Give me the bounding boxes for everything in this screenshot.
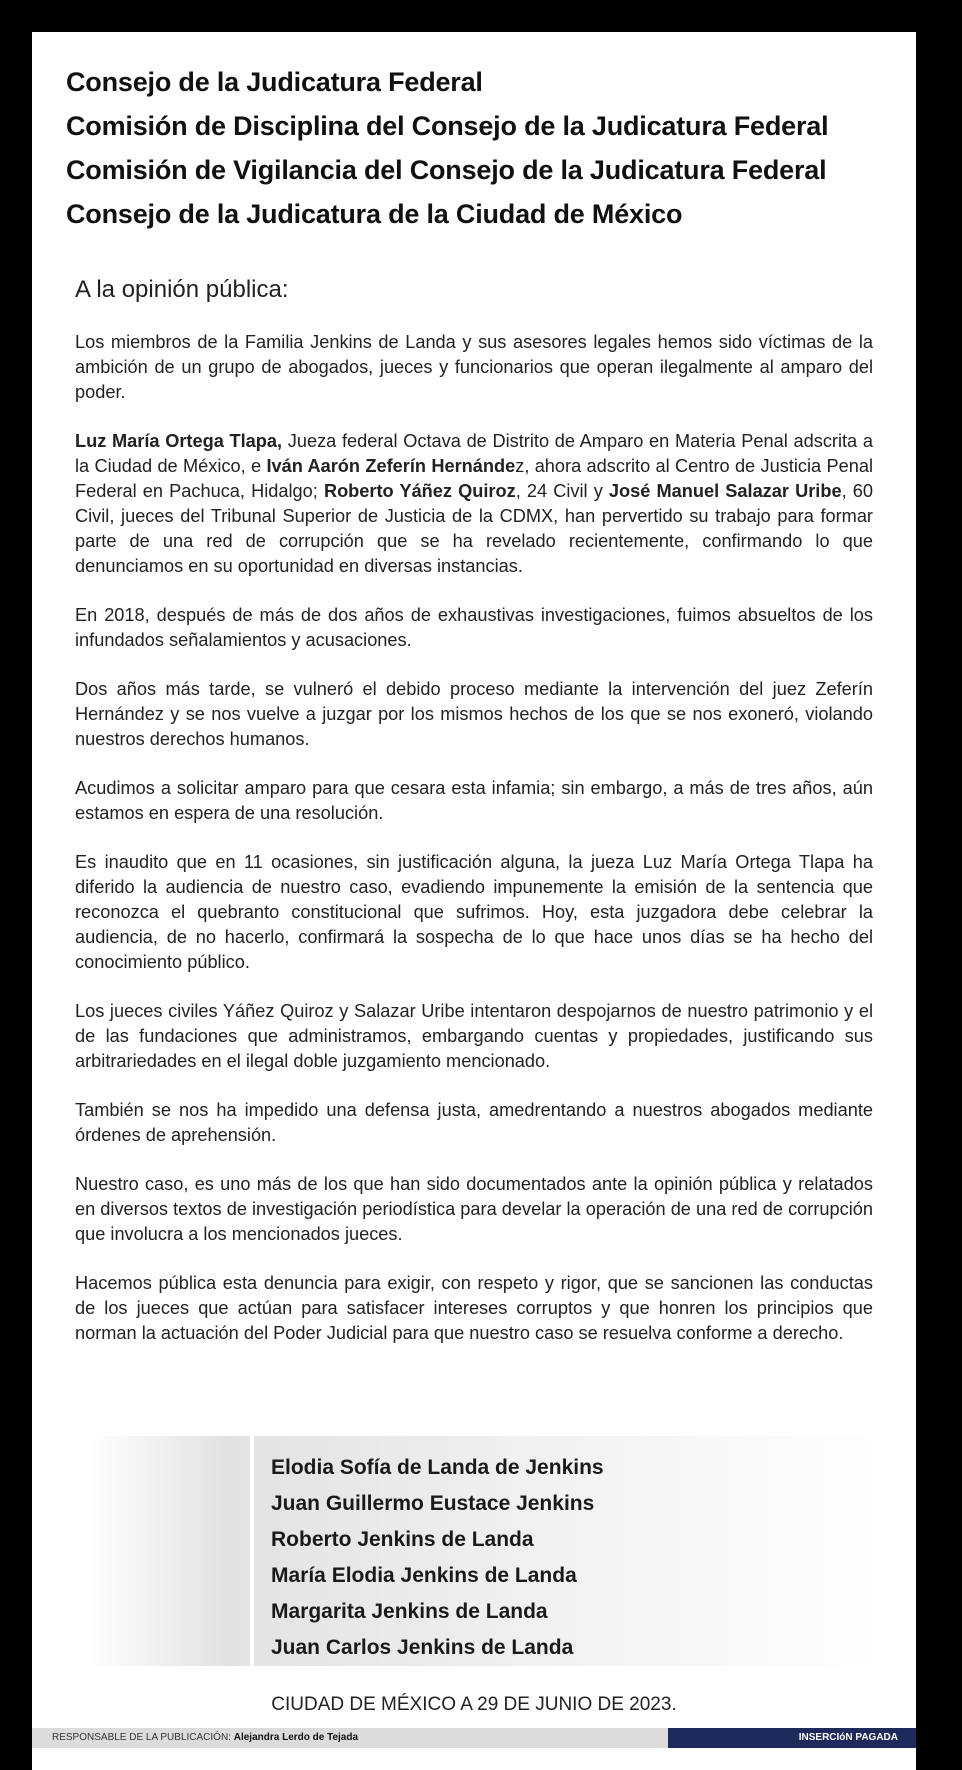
signature-block — [90, 1436, 880, 1666]
addressee-line: Consejo de la Judicatura Federal — [66, 67, 483, 97]
signatory-name: Roberto Jenkins de Landa — [271, 1528, 534, 1551]
addressee-line: Comisión de Vigilancia del Consejo de la Judicatura Federal — [66, 155, 827, 185]
paragraph: En 2018, después de más de dos años de exhaustivas investigaciones, fuimos absueltos de los infundados señalamientos y acusaciones. — [75, 605, 873, 650]
paragraph: Nuestro caso, es uno más de los que han sido documentados ante la opinión pública y relatados en diversos textos de investigación periodística para develar la operación de una red de corrupción que involucra a los mencionados jueces. — [75, 1174, 873, 1244]
paragraph-text: , 24 Civil y — [515, 481, 609, 501]
letter-body — [75, 330, 873, 1370]
paragraph-text: , 60 Civil, jueces del Tribunal Superior de Justicia de la CDMX, han pervertido su trabajo para formar parte de una red de corrupción que se ha revelado recientemente, confirmando lo que denunciamos en su oportunidad en diversas instancias. — [75, 481, 873, 576]
paid-insertion-badge: INSERCIóN PAGADA — [668, 1728, 916, 1748]
responsible-credit — [52, 1732, 358, 1743]
judge-name: José Manuel Salazar Uribe — [608, 481, 842, 501]
salutation: A la opinión pública: — [75, 276, 289, 303]
paragraph: Dos años más tarde, se vulneró el debido proceso mediante la intervención del juez Zeferín Hernández y se nos vuelve a juzgar por los mismos hechos de los que se nos exoneró, violando nuestros derechos humanos. — [75, 679, 873, 749]
responsible-name: Alejandra Lerdo de Tejada — [233, 1732, 359, 1743]
paragraph-judges — [75, 429, 873, 579]
addressee-line: Consejo de la Judicatura de la Ciudad de México — [66, 199, 683, 229]
judge-name: Luz María Ortega Tlapa, — [75, 431, 283, 451]
paragraph: Los miembros de la Familia Jenkins de Landa y sus asesores legales hemos sido víctimas de la ambición de un grupo de abogados, jueces y funcionarios que operan ilegalmente al amparo del poder. — [75, 332, 873, 402]
signatory-name: Elodia Sofía de Landa de Jenkins — [271, 1456, 604, 1479]
signatory-name: Juan Guillermo Eustace Jenkins — [271, 1492, 595, 1515]
paragraph-text: Jueza federal Octava de Distrito de Amparo en Materia Penal adscrita a la Ciudad de México, e — [75, 431, 873, 476]
signatory-name: Juan Carlos Jenkins de Landa — [271, 1636, 574, 1659]
publication-footer — [32, 1728, 916, 1748]
paragraph: Hacemos pública esta denuncia para exigir, con respeto y rigor, que se sancionen las conductas de los jueces que actúan para satisfacer intereses corruptos y que honren los principios que norman la actuación del Poder Judicial para que nuestro caso se resuelva conforme a derecho. — [75, 1273, 873, 1343]
paid-announcement-page — [32, 32, 916, 1770]
addressee-block — [66, 60, 828, 236]
paragraph: Los jueces civiles Yáñez Quiroz y Salazar Uribe intentaron despojarnos de nuestro patrimonio y el de las fundaciones que administramos, embargando cuentas y propiedades, justificando sus arbitrariedades en el ilegal doble juzgamiento mencionado. — [75, 1001, 873, 1071]
addressee-line: Comisión de Disciplina del Consejo de la Judicatura Federal — [66, 111, 829, 141]
signatory-name: María Elodia Jenkins de Landa — [271, 1564, 577, 1587]
paragraph: Acudimos a solicitar amparo para que cesara esta infamia; sin embargo, a más de tres años, aún estamos en espera de una resolución. — [75, 778, 873, 823]
signature-divider — [250, 1436, 254, 1666]
date-line: CIUDAD DE MÉXICO A 29 DE JUNIO DE 2023. — [271, 1694, 677, 1715]
judge-name: Iván Aarón Zeferín Hernánde — [266, 456, 516, 476]
responsible-label: RESPONSABLE DE LA PUBLICACIÓN: — [52, 1732, 234, 1743]
paragraph: Es inaudito que en 11 ocasiones, sin justificación alguna, la jueza Luz María Ortega Tlapa ha diferido la audiencia de nuestro caso, evadiendo impunemente la emisión de la sentencia que reconozca el quebranto constitucional que sufrimos. Hoy, esta juzgadora debe celebrar la audiencia, de no hacerlo, confirmará la sospecha de lo que hace unos días se ha hecho del conocimiento público. — [75, 852, 873, 972]
judge-name: Roberto Yáñez Quiroz — [323, 481, 516, 501]
paragraph: También se nos ha impedido una defensa justa, amedrentando a nuestros abogados mediante órdenes de aprehensión. — [75, 1100, 873, 1145]
signatory-name: Margarita Jenkins de Landa — [271, 1600, 548, 1623]
paragraph-text: z, ahora adscrito al Centro de Justicia Penal Federal en Pachuca, Hidalgo; — [75, 456, 873, 501]
signatory-list — [271, 1450, 604, 1666]
